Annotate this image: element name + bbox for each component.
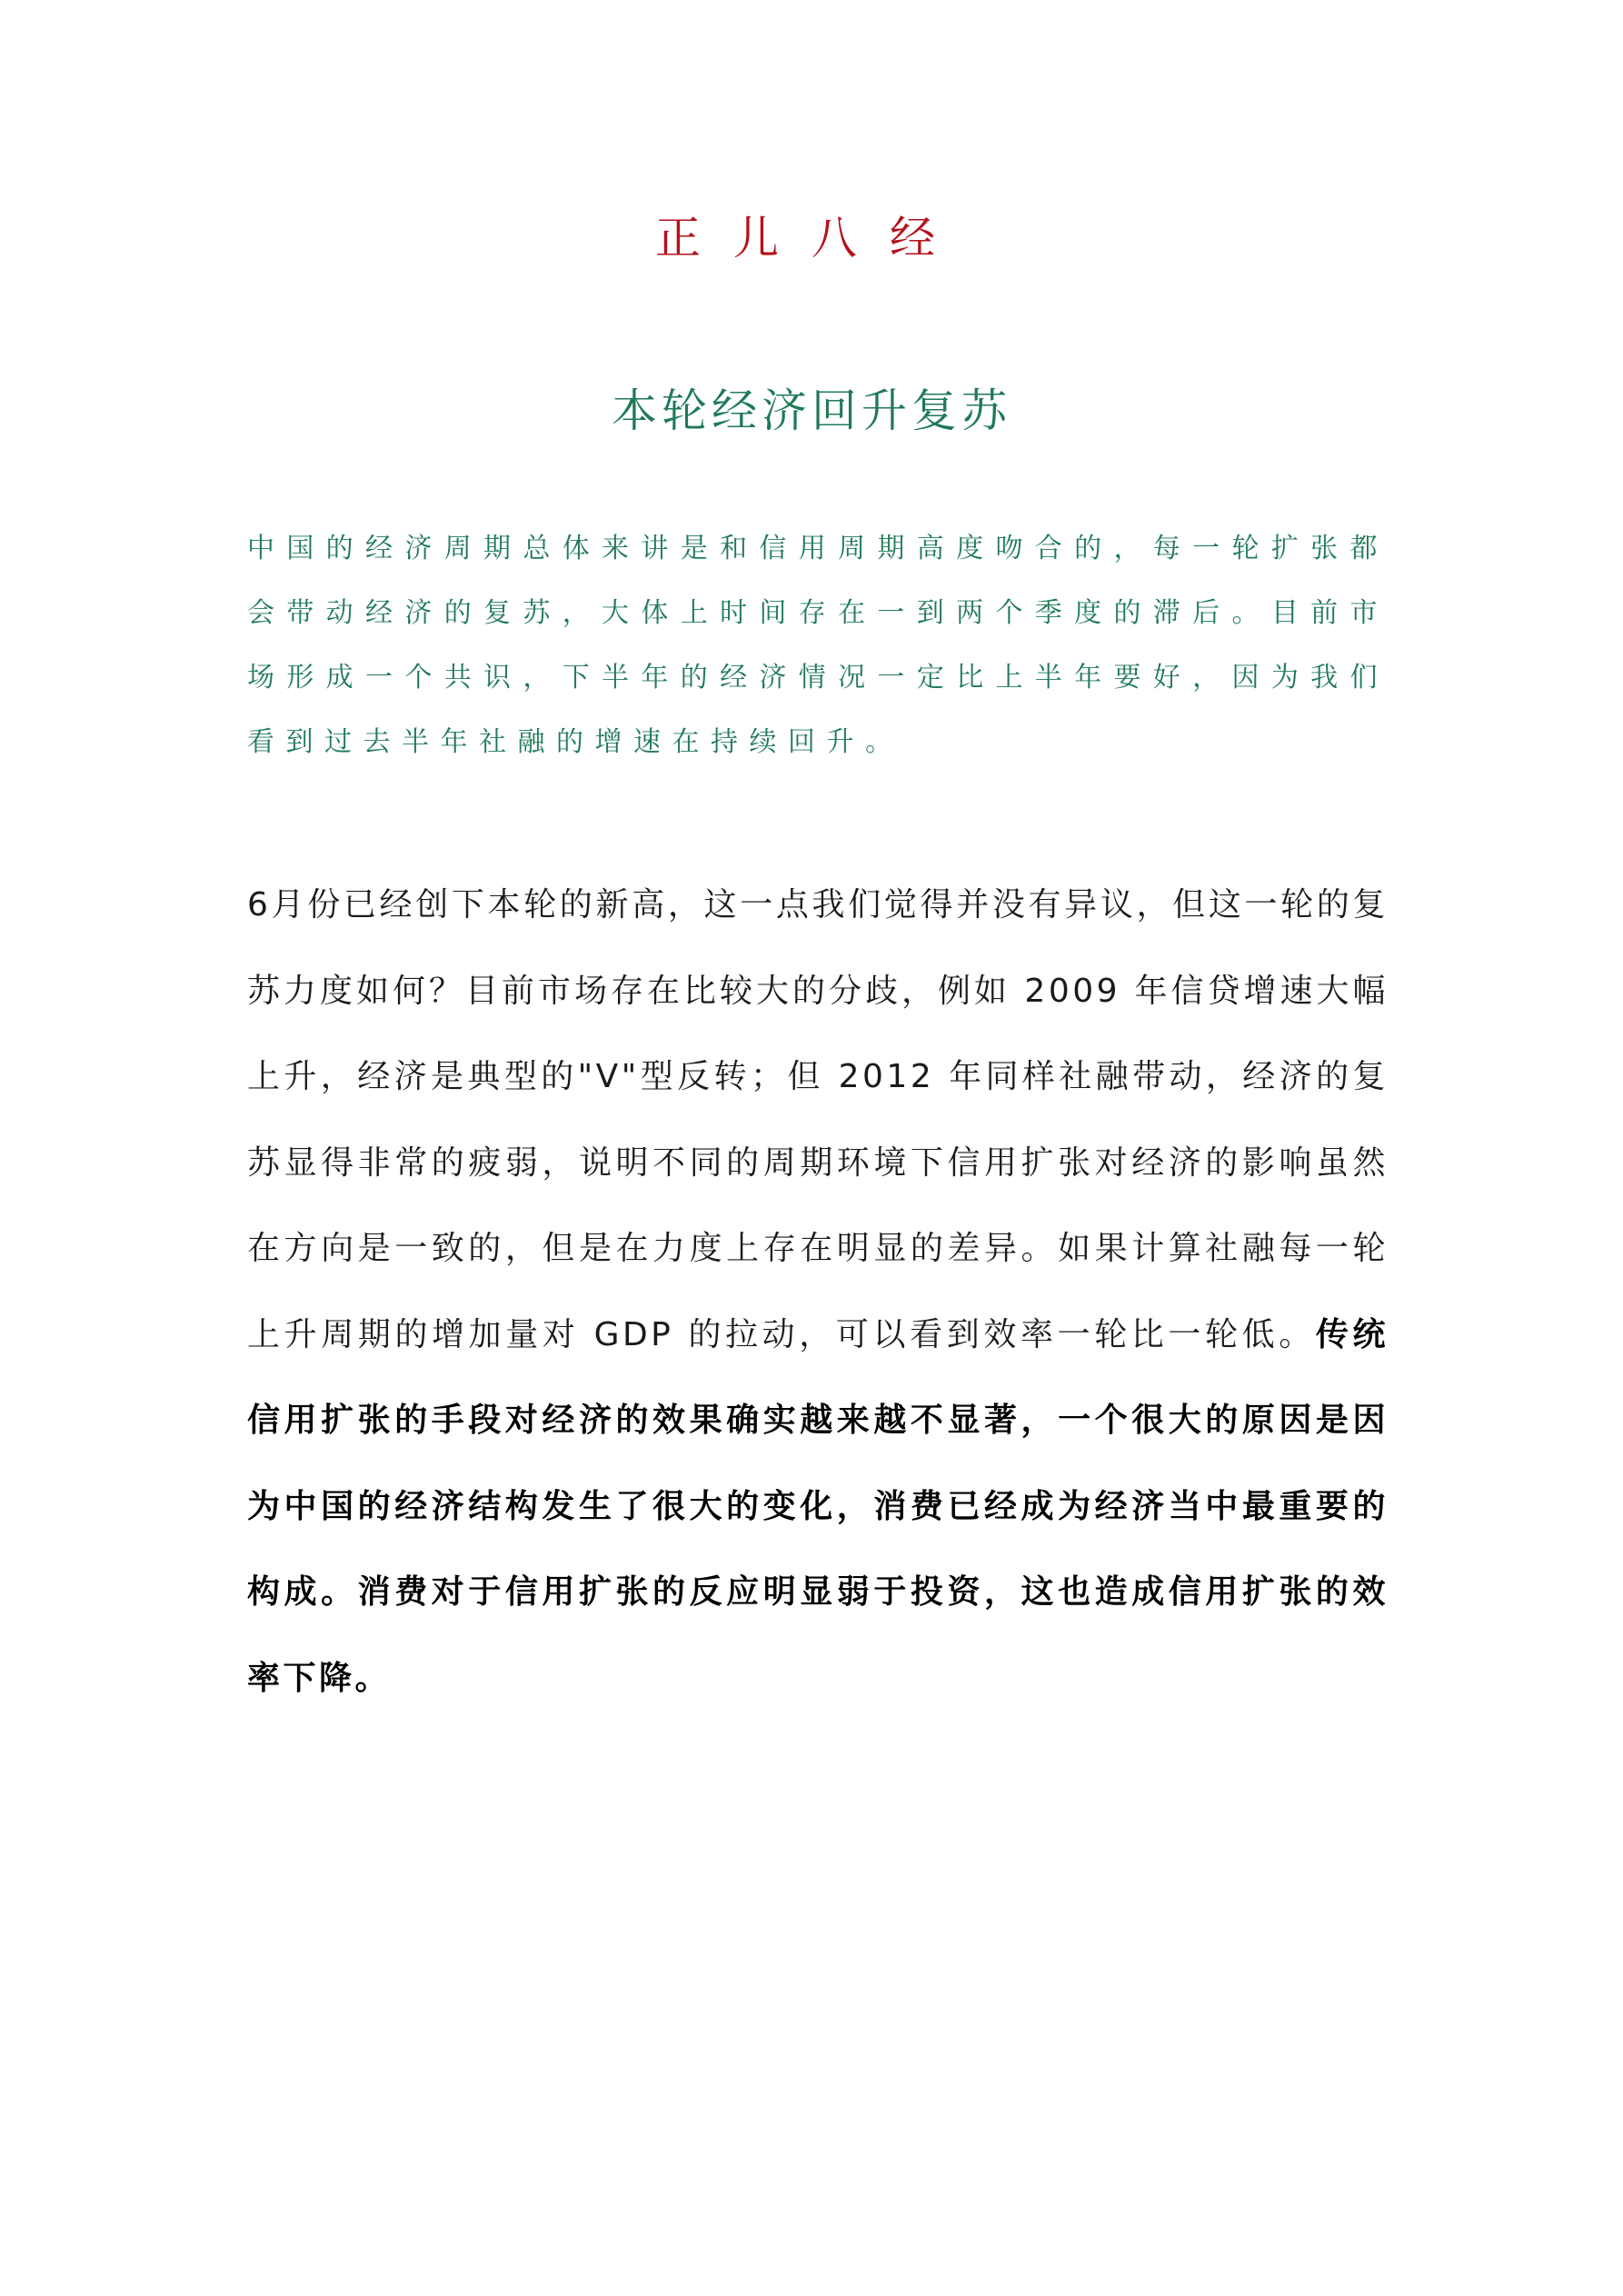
body-text-normal: 6月份已经创下本轮的新高，这一点我们觉得并没有异议，但这一轮的复苏力度如何？目前市场存在比较大的分歧，例如 2009 年信贷增速大幅上升，经济是典型的"V"型反转；但 2012 年同样社融带动，经济的复苏显得非常的疲弱，说明不同的周期环境下信用扩张对经济的影响虽然在方向是一致的，但是在力度上存在明显的差异。如果计算社融每一轮上升周期的增加量对 GDP 的拉动，可以看到效率一轮比一轮低。	[247, 886, 1389, 1353]
brand-header: 正儿八经	[655, 212, 968, 265]
body-text-emphasis: 传统信用扩张的手段对经济的效果确实越来越不显著，一个很大的原因是因为中国的经济结构发生了很大的变化，消费已经成为经济当中最重要的构成。消费对于信用扩张的反应明显弱于投资，这也造成信用扩张的效率下降。	[247, 1315, 1389, 1697]
article-title: 本轮经济回升复苏	[612, 384, 1011, 437]
abstract-paragraph: 中国的经济周期总体来讲是和信用周期高度吻合的，每一轮扩张都会带动经济的复苏，大体上时间存在一到两个季度的滞后。目前市场形成一个共识，下半年的经济情况一定比上半年要好，因为我们看到过去半年社融的增速在持续回升。	[247, 533, 1389, 758]
body-paragraph	[247, 863, 1389, 1722]
